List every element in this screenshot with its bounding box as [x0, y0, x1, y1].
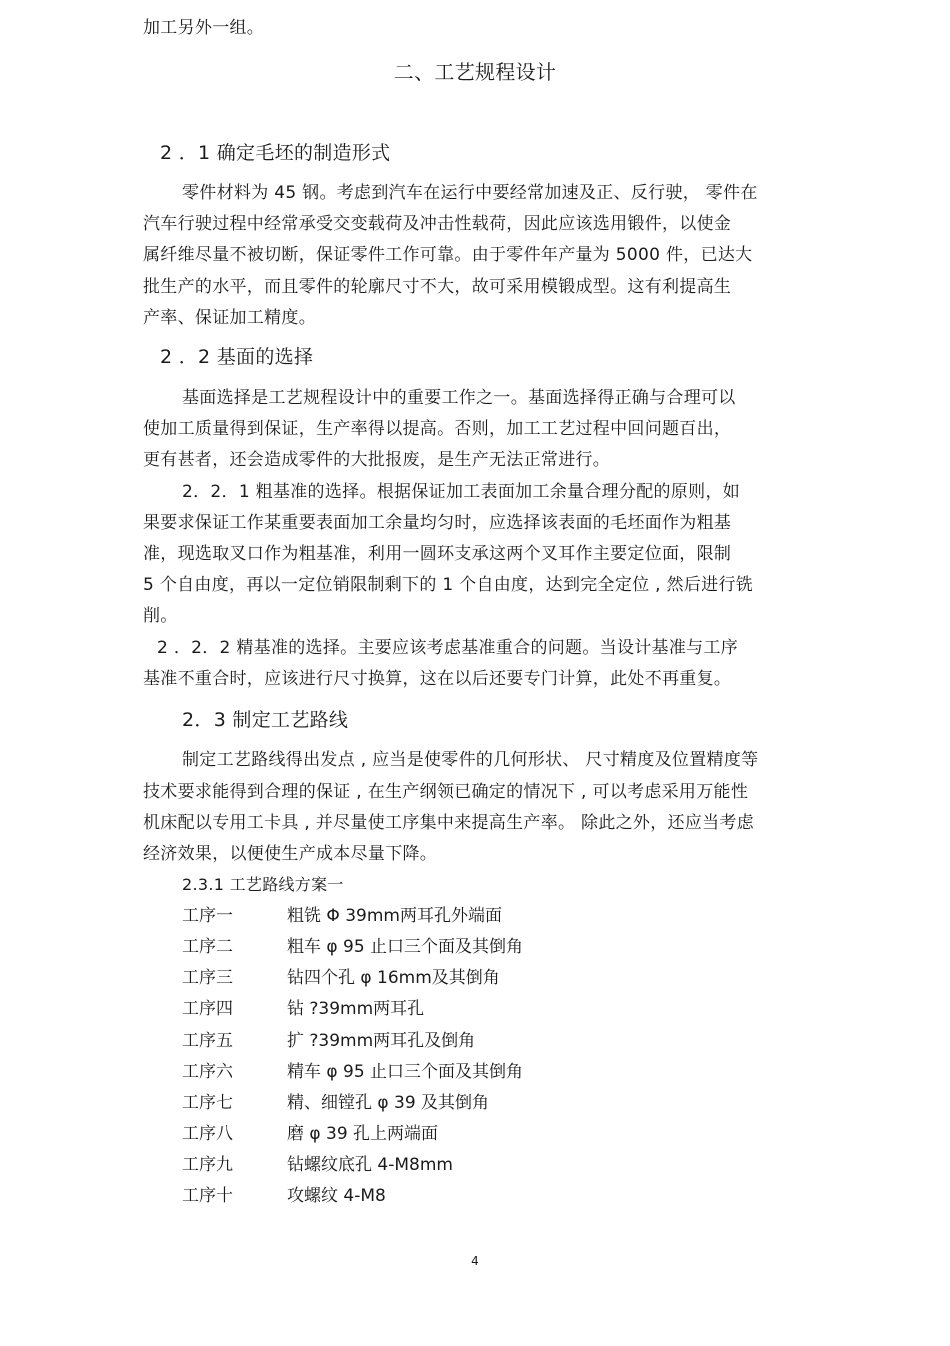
- paragraph-line: 技术要求能得到合理的保证 , 在生产纲领已确定的情况下 , 可以考虑采用万能性: [143, 782, 749, 802]
- paragraph-line: 5 个自由度，再以一定位销限制剩下的 1 个自由度，达到完全定位 , 然后进行铣: [143, 575, 754, 595]
- step-name: 工序六: [182, 1062, 233, 1082]
- step-description: 钻四个孔 φ 16mm及其倒角: [287, 968, 500, 988]
- step-description: 精、细镗孔 φ 39 及其倒角: [287, 1093, 490, 1113]
- paragraph-line: 更有甚者，还会造成零件的大批报废，是生产无法正常进行。: [143, 450, 611, 470]
- paragraph-line: 基准不重合时，应该进行尺寸换算，这在以后还要专门计算，此处不再重复。: [143, 669, 732, 689]
- paragraph-line: 使加工质量得到保证，生产率得以提高。否则，加工工艺过程中回问题百出，: [143, 419, 732, 439]
- paragraph-line: 基面选择是工艺规程设计中的重要工作之一。基面选择得正确与合理可以: [182, 388, 736, 408]
- step-name: 工序二: [182, 937, 233, 957]
- paragraph-line: 产率、保证加工精度。: [143, 308, 316, 328]
- step-description: 磨 φ 39 孔上两端面: [287, 1124, 439, 1144]
- step-name: 工序八: [182, 1124, 233, 1144]
- step-description: 精车 φ 95 止口三个面及其倒角: [287, 1062, 524, 1082]
- step-description: 攻螺纹 4-M8: [287, 1186, 386, 1206]
- plan-title: 2.3.1 工艺路线方案一: [182, 875, 344, 894]
- paragraph-line: 准，现选取叉口作为粗基准，利用一圆环支承这两个叉耳作主要定位面，限制: [143, 544, 732, 564]
- paragraph-line: 机床配以专用工卡具 , 并尽量使工序集中来提高生产率。 除此之外，还应当考虑: [143, 813, 755, 833]
- section-heading-2-1: 2 ．1 确定毛坯的制造形式: [160, 142, 391, 164]
- paragraph-line: 汽车行驶过程中经常承受交变载荷及冲击性载荷，因此应该选用锻件，以使金: [143, 214, 732, 234]
- paragraph-line: 削。: [143, 606, 178, 626]
- page-number: 4: [471, 1254, 479, 1268]
- paragraph-line: 批生产的水平，而且零件的轮廓尺寸不大，故可采用模锻成型。这有利提高生: [143, 277, 732, 297]
- paragraph-line: 零件材料为 45 钢。考虑到汽车在运行中要经常加速及正、反行驶， 零件在: [182, 183, 758, 203]
- paragraph-line: 2．2．1 粗基准的选择。根据保证加工表面加工余量合理分配的原则，如: [182, 482, 741, 502]
- step-name: 工序四: [182, 999, 233, 1019]
- step-description: 粗铣 Φ 39mm两耳孔外端面: [287, 906, 502, 926]
- section-heading-2-2: 2 ．2 基面的选择: [160, 346, 314, 368]
- paragraph-line: 果要求保证工作某重要表面加工余量均匀时，应选择该表面的毛坯面作为粗基: [143, 513, 732, 533]
- step-name: 工序三: [182, 968, 233, 988]
- step-name: 工序九: [182, 1155, 233, 1175]
- paragraph-line: 2 ．2．2 精基准的选择。主要应该考虑基准重合的问题。当设计基准与工序: [157, 638, 739, 658]
- step-description: 扩 ?39mm两耳孔及倒角: [287, 1031, 476, 1051]
- step-name: 工序七: [182, 1093, 233, 1113]
- step-name: 工序十: [182, 1186, 233, 1206]
- section-heading-2-3: 2．3 制定工艺路线: [182, 709, 349, 731]
- step-name: 工序一: [182, 906, 233, 926]
- paragraph-line: 属纤维尽量不被切断，保证零件工作可靠。由于零件年产量为 5000 件，已达大: [143, 245, 753, 265]
- paragraph-line: 经济效果，以便使生产成本尽量下降。: [143, 844, 438, 864]
- continuation-text: 加工另外一组。: [143, 18, 265, 38]
- paragraph-line: 制定工艺路线得出发点 , 应当是使零件的几何形状、 尺寸精度及位置精度等: [182, 750, 759, 770]
- step-description: 钻螺纹底孔 4-M8mm: [287, 1155, 453, 1175]
- step-description: 粗车 φ 95 止口三个面及其倒角: [287, 937, 524, 957]
- step-description: 钻 ?39mm两耳孔: [287, 999, 425, 1019]
- chapter-title: 二、工艺规程设计: [393, 60, 557, 84]
- step-name: 工序五: [182, 1031, 233, 1051]
